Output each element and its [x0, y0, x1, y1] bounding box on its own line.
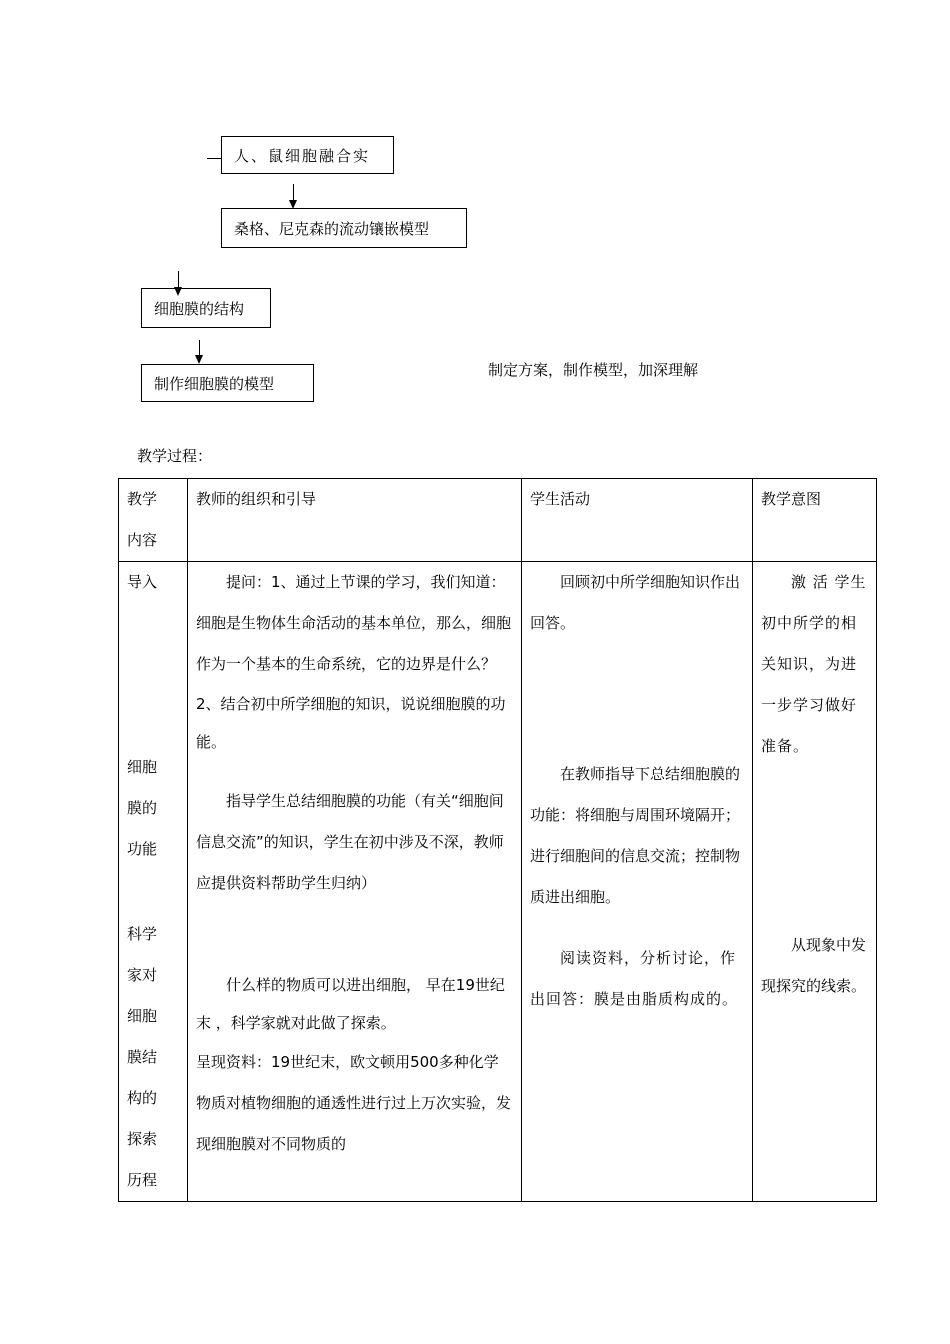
teacher-transition: 什么样的物质可以进出细胞， 早在19世纪末 ，科学家就对此做了探索。: [196, 976, 505, 1032]
header-student-cell: 学生活动: [522, 479, 753, 562]
flow-box-membrane-structure-label: 细胞膜的结构: [154, 299, 245, 318]
flow-side-note: 制定方案，制作模型，加深理解: [488, 361, 699, 379]
teacher-guide-summary: 指导学生总结细胞膜的功能（有关“细胞间信息交流”的知识，学生在初中涉及不深，教师应提供资料帮助学生归纳）: [196, 792, 504, 892]
table-row: [119, 562, 877, 1202]
content-history-1: 科学: [127, 925, 158, 943]
teacher-cell: [188, 562, 522, 1202]
header-content-line-1: 教学: [127, 490, 158, 508]
flow-box-make-model: [141, 364, 314, 402]
content-history-6: 探索: [127, 1130, 158, 1148]
header-content-cell: [119, 479, 188, 562]
content-history-3: 细胞: [127, 1007, 158, 1025]
intent-cell: [753, 562, 877, 1202]
content-history-4: 膜结: [127, 1048, 158, 1066]
student-recall: 回顾初中所学细胞知识作出回答。: [530, 573, 741, 632]
header-teacher-cell: 教师的组织和引导: [188, 479, 522, 562]
content-membrane-function-2: 膜的: [127, 799, 158, 817]
intent-activate: 激 活 学生初中所学的相关知识，为进一步学习做好准备。: [761, 573, 867, 755]
teacher-question-1: 提问：1、通过上节课的学习，我们知道：细胞是生物体生命活动的基本单位，那么，细胞作为一个基本的生命系统，它的边界是什么？: [196, 573, 512, 673]
header-intent-cell: 教学意图: [753, 479, 877, 562]
flow-arrow-2-line: [178, 271, 179, 287]
content-membrane-function-1: 细胞: [127, 758, 158, 776]
student-cell: [522, 562, 753, 1202]
content-membrane-function-3: 功能: [127, 840, 158, 858]
flow-box-fluid-mosaic-label: 桑格、尼克森的流动镶嵌模型: [234, 219, 430, 238]
flow-box-cell-fusion: [221, 136, 394, 174]
flow-arrow-3-head: [195, 355, 203, 364]
content-history-7: 历程: [127, 1171, 158, 1189]
intent-discover: 从现象中发现探究的线索。: [761, 936, 867, 995]
flow-box-make-model-label: 制作细胞膜的模型: [154, 374, 275, 393]
flow-connector-left: [207, 158, 222, 159]
section-title: 教学过程：: [137, 447, 213, 465]
lesson-table: [118, 478, 877, 1202]
flow-box-membrane-structure: [141, 288, 271, 328]
flow-arrow-1-line: [293, 184, 294, 200]
flow-arrow-3-line: [199, 340, 200, 355]
content-cell: [119, 562, 188, 1202]
teacher-question-2: 2、结合初中所学细胞的知识，说说细胞膜的功能。: [196, 695, 506, 751]
table-header-row: [119, 479, 877, 562]
header-content-line-2: 内容: [127, 531, 158, 549]
student-summarize: 在教师指导下总结细胞膜的功能：将细胞与周围环境隔开；进行细胞间的信息交流；控制物质进出细胞。: [530, 765, 741, 906]
student-read-discuss: 阅读资料，分析讨论，作出回答：膜是由脂质构成的。: [530, 949, 739, 1008]
content-history-5: 构的: [127, 1089, 158, 1107]
flow-box-fluid-mosaic: [221, 208, 467, 248]
content-history-2: 家对: [127, 966, 158, 984]
content-intro: 导入: [127, 573, 158, 591]
teacher-material: 呈现资料：19世纪末，欧文顿用500多种化学物质对植物细胞的通透性进行过上万次实验，发现细胞膜对不同物质的: [196, 1053, 512, 1153]
flow-box-cell-fusion-label: 人、鼠细胞融合实: [234, 146, 371, 165]
